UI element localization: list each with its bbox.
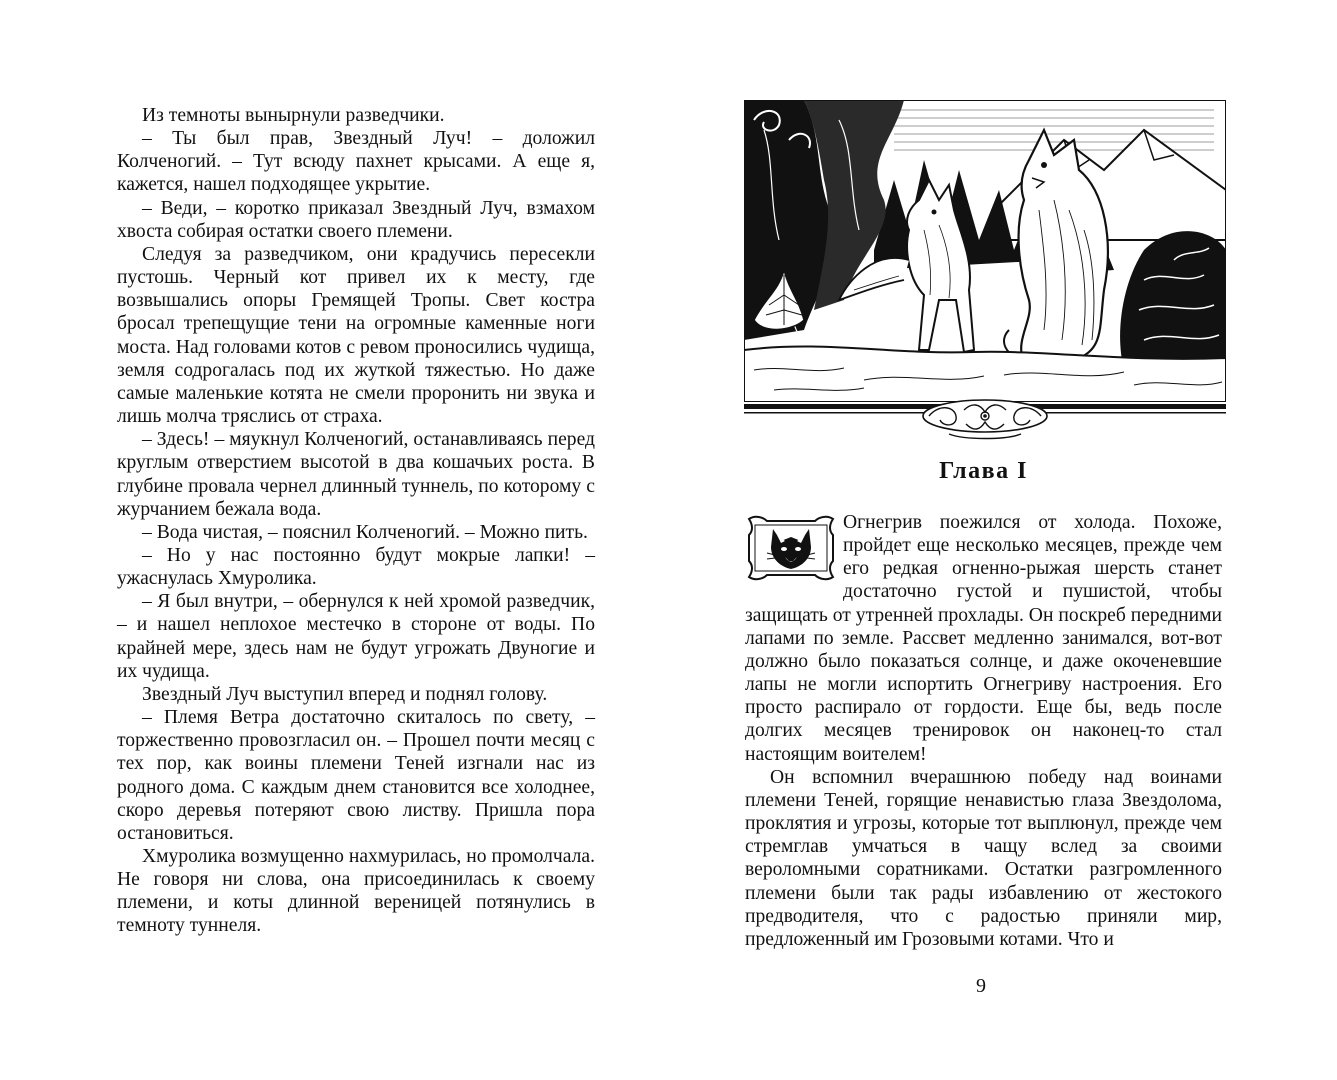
- chapter-illustration: [744, 100, 1226, 402]
- left-paragraph-4: Следуя за разведчиком, они крадучись пересекли пустошь. Черный кот привел их к месту, где возвышались опоры Гремящей Тропы. Свет костра бросал трепещущие тени на огромные каменные ноги моста. Над головами котов с ревом проносились чудища, земля содрогалась под их жуткой тяжестью. Но даже самые маленькие котята не смели проронить ни звука и лишь молча тряслись от страха.: [117, 243, 595, 428]
- chapter-ornament: [744, 398, 1226, 440]
- left-paragraph-3: – Веди, – коротко приказал Звездный Луч, взмахом хвоста собирая остатки своего племени.: [117, 197, 595, 242]
- left-paragraph-11: Хмуролика возмущенно нахмурилась, но промолчала. Не говоря ни слова, она присоединилась к своему племени, и коты длинной вереницей потянулись в темноту туннеля.: [117, 846, 595, 937]
- left-paragraph-5: – Здесь! – мяукнул Колченогий, останавливаясь перед круглым отверстием высотой в два кошачьих роста. В глубине провала чернел длинный туннель, по которому с журчанием бежала вода.: [117, 429, 595, 520]
- left-paragraph-10: – Племя Ветра достаточно скиталось по свету, – торжественно провозгласил он. – Прошел почти месяц с тех пор, как воины племени Теней изгнали нас из родного дома. С каждым днем становится все холоднее, скоро деревья потеряют свою листву. Пришла пора остановиться.: [117, 707, 595, 844]
- left-page: [0, 0, 668, 1080]
- left-paragraph-8: – Я был внутри, – обернулся к ней хромой разведчик, – и нашел неплохое местечко в стороне от воды. По крайней мере, здесь нам не будут угрожать Двуногие и их чудища.: [117, 591, 595, 682]
- right-paragraph-1: Огнегрив поежился от холода. Похоже, пройдет еще несколько месяцев, прежде чем его редкая огненно-рыжая шерсть станет достаточно густой и пушистой, чтобы защищать от утренней прохлады. Он поскреб передними лапами по земле. Рассвет медленно занимался, вот-вот должно было показаться солнце, и даже окоченевшие лапы не могли испортить Огнегриву настроения. Его просто распирало от гордости. Еще бы, ведь после долгих месяцев тренировок он наконец-то стал настоящим воителем!: [745, 512, 1222, 765]
- left-paragraph-6: – Вода чистая, – пояснил Колченогий. – Можно пить.: [142, 521, 588, 543]
- left-paragraph-7: – Но у нас постоянно будут мокрые лапки! – ужаснулась Хмуролика.: [117, 544, 595, 590]
- page-number: 9: [976, 975, 986, 997]
- chapter-title: Глава I: [939, 458, 1028, 484]
- left-paragraph-1: Из темноты вынырнули разведчики.: [142, 105, 445, 126]
- right-page-text: [745, 511, 1222, 951]
- right-page: [668, 0, 1337, 1080]
- fox-dropcap-icon: [745, 513, 837, 581]
- left-page-text: [117, 104, 595, 938]
- left-paragraph-2: – Ты был прав, Звездный Луч! – доложил Колченогий. – Тут всюду пахнет крысами. А еще я, кажется, нашел подходящее укрытие.: [117, 128, 595, 196]
- right-paragraph-2: Он вспомнил вчерашнюю победу над воинами племени Теней, горящие ненавистью глаза Звездолома, проклятия и угрозы, которые тот выплюнул, прежде чем стремглав умчаться в чащу вслед за своими вероломными соратниками. Остатки разгромленного племени были так рады избавлению от жестокого предводителя, что с радостью приняли мир, предложенный им Грозовыми котами. Что и: [745, 766, 1222, 950]
- left-paragraph-9: Звездный Луч выступил вперед и поднял голову.: [142, 683, 548, 705]
